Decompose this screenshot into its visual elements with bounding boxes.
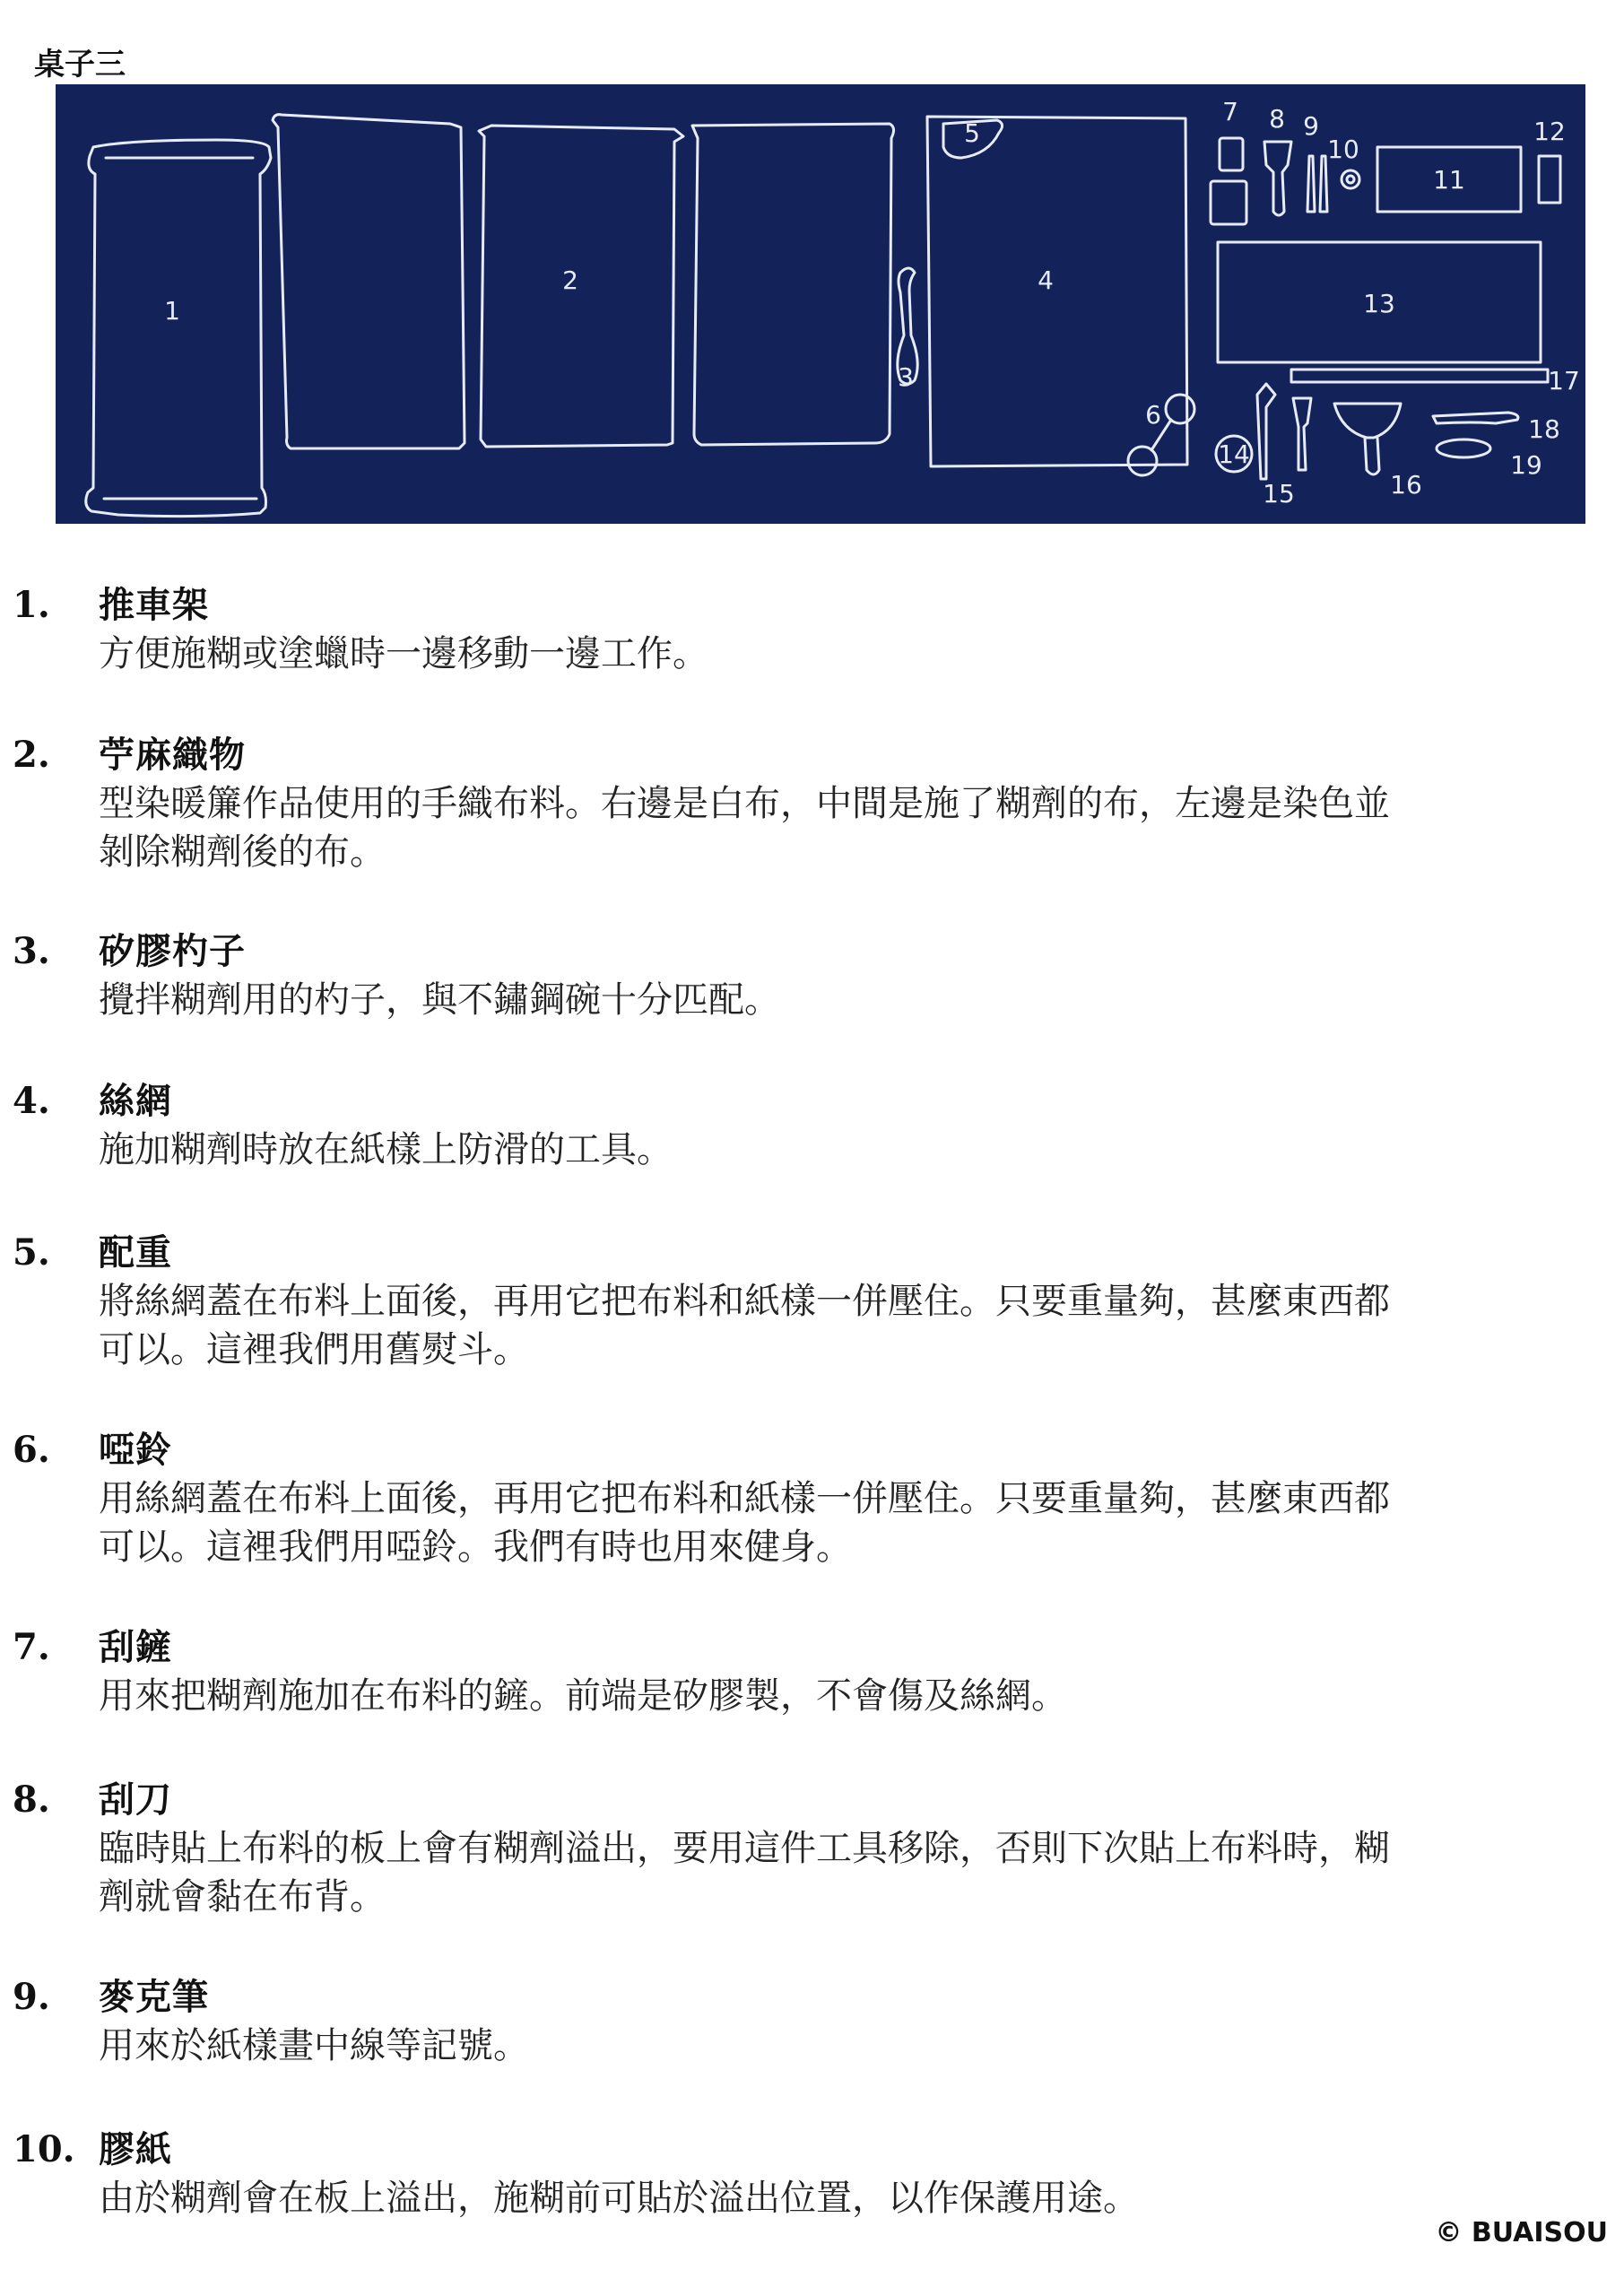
item-number: 2. <box>13 734 50 776</box>
item-number: 7. <box>13 1626 50 1668</box>
item-title: 絲網 <box>99 1081 172 1122</box>
item-number: 3. <box>13 930 50 972</box>
item-description-line: 攪拌糊劑用的杓子，與不鏽鋼碗十分匹配。 <box>99 979 780 1021</box>
photo-label-7: 7 <box>1222 97 1238 126</box>
item-description-line: 型染暖簾作品使用的手織布料。右邊是白布，中間是施了糊劑的布，左邊是染色並 <box>99 783 1390 824</box>
item-title: 苧麻織物 <box>99 735 246 776</box>
photo-label-16: 16 <box>1390 470 1422 500</box>
photo-label-17: 17 <box>1548 366 1580 396</box>
item-description-line: 用來把糊劑施加在布料的鏟。前端是矽膠製，不會傷及絲網。 <box>99 1675 1067 1717</box>
photo-label-6: 6 <box>1145 400 1161 430</box>
item-description-line: 用來於紙樣畫中線等記號。 <box>99 2025 529 2066</box>
item-title: 膠紙 <box>99 2129 172 2170</box>
item-description-line: 用絲網蓋在布料上面後，再用它把布料和紙樣一併壓住。只要重量夠，甚麼東西都 <box>99 1478 1390 1519</box>
item-number: 10. <box>13 2128 75 2170</box>
photo-label-9: 9 <box>1303 111 1319 141</box>
item-description-line: 方便施糊或塗蠟時一邊移動一邊工作。 <box>99 633 708 674</box>
photo-label-4: 4 <box>1038 265 1054 295</box>
item-description-line: 施加糊劑時放在紙樣上防滑的工具。 <box>99 1129 673 1170</box>
photo-label-2: 2 <box>562 265 578 295</box>
item-number: 9. <box>13 1976 50 2018</box>
photo-label-13: 13 <box>1363 289 1395 318</box>
item-title: 矽膠杓子 <box>99 931 246 972</box>
item-title: 刮刀 <box>99 1779 172 1821</box>
item-number: 5. <box>13 1231 50 1274</box>
item-title: 麥克筆 <box>99 1977 209 2018</box>
item-number: 4. <box>13 1080 50 1122</box>
item-number: 8. <box>13 1779 50 1821</box>
copyright: © BUAISOU <box>1435 2217 1608 2248</box>
photo-label-12: 12 <box>1533 117 1566 146</box>
photo-label-14: 14 <box>1218 439 1250 469</box>
item-title: 配重 <box>99 1232 172 1274</box>
item-description-line: 可以。這裡我們用舊熨斗。 <box>99 1329 529 1370</box>
item-description-line: 剝除糊劑後的布。 <box>99 831 386 873</box>
photo-label-15: 15 <box>1263 479 1295 509</box>
photo-label-5: 5 <box>964 118 980 148</box>
page-title: 桌子三 <box>34 47 126 83</box>
photo-label-3: 3 <box>898 362 914 392</box>
photo-label-10: 10 <box>1327 135 1359 164</box>
item-number: 1. <box>13 584 50 626</box>
item-number: 6. <box>13 1429 50 1471</box>
photo-label-19: 19 <box>1510 450 1542 480</box>
item-description-line: 劑就會黏在布背。 <box>99 1876 386 1918</box>
item-title: 推車架 <box>99 585 209 626</box>
item-description-line: 由於糊劑會在板上溢出，施糊前可貼於溢出位置，以作保護用途。 <box>99 2178 1139 2219</box>
photo-label-1: 1 <box>164 296 180 326</box>
item-description-line: 可以。這裡我們用啞鈴。我們有時也用來健身。 <box>99 1526 852 1568</box>
photo-label-18: 18 <box>1528 414 1560 444</box>
item-description-line: 將絲網蓋在布料上面後，再用它把布料和紙樣一併壓住。只要重量夠，甚麼東西都 <box>99 1281 1390 1322</box>
item-description-line: 臨時貼上布料的板上會有糊劑溢出，要用這件工具移除，否則下次貼上布料時，糊 <box>99 1828 1390 1869</box>
item-title: 刮鏟 <box>99 1627 172 1668</box>
photo-label-11: 11 <box>1433 165 1465 195</box>
photo-label-8: 8 <box>1269 104 1285 134</box>
item-title: 啞鈴 <box>99 1430 172 1471</box>
